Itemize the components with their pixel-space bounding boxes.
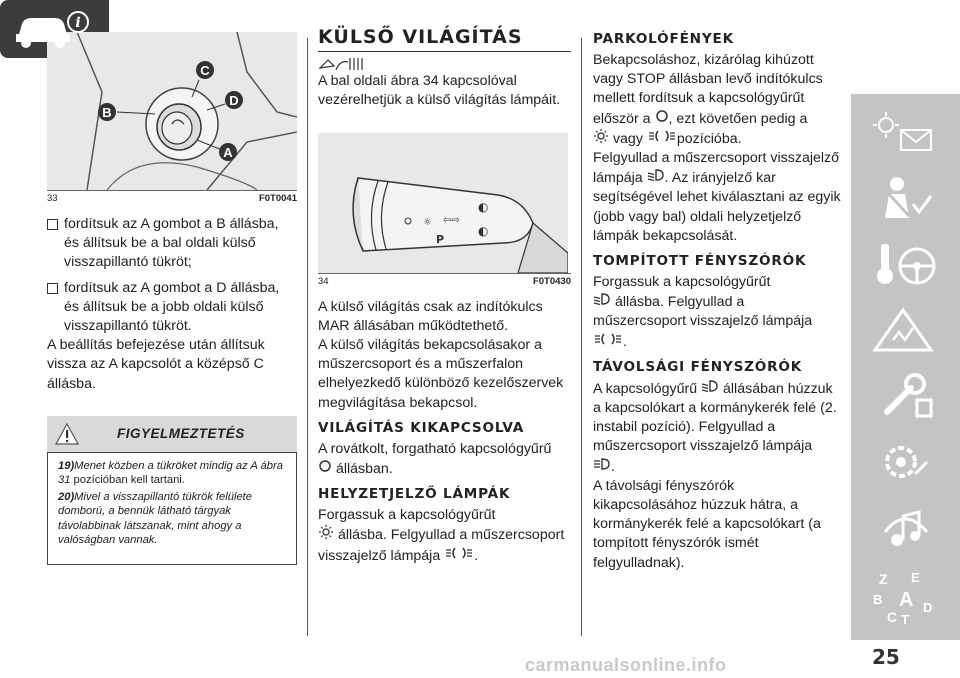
svg-text:P: P bbox=[436, 232, 445, 246]
side-tab-index[interactable] bbox=[851, 562, 960, 632]
side-tab-emergency[interactable] bbox=[851, 298, 960, 362]
figure-label-c: C bbox=[200, 63, 210, 78]
figure-number: 33 bbox=[47, 193, 58, 204]
warning-lights-icon bbox=[871, 110, 941, 161]
warning-box bbox=[47, 452, 297, 565]
index-letter: B bbox=[873, 592, 883, 607]
text-span: Forgassuk a kapcsológyűrűt bbox=[593, 274, 771, 291]
paragraph bbox=[593, 273, 841, 352]
music-icon bbox=[875, 502, 935, 557]
side-tab-starting-driving[interactable] bbox=[851, 232, 960, 296]
figure-label-a: A bbox=[223, 145, 233, 160]
position-lights-warning-icon bbox=[593, 332, 623, 352]
paragraph bbox=[318, 506, 571, 566]
text-span: A rovátkolt, forgatható kapcsológyűrű bbox=[318, 440, 552, 457]
breakdown-triangle-icon bbox=[873, 306, 939, 359]
paragraph: A külső világítás bekapcsolásakor a műszercsoport és a műszerfalon elhelyezkedő különböző kezelőszervek megvilágítása bekapcsol. bbox=[318, 337, 564, 411]
subheading-position-lights: HELYZETJELZŐ LÁMPÁK bbox=[318, 486, 511, 503]
subheading-low-beam: TOMPÍTOTT FÉNYSZÓRÓK bbox=[593, 253, 807, 270]
position-lights-warning-icon bbox=[647, 129, 677, 149]
figure-number: 34 bbox=[318, 275, 329, 287]
text-span: , ezt követően pedig a bbox=[668, 110, 808, 127]
note-text: pozícióban kell tartani. bbox=[70, 474, 185, 487]
index-letter: A bbox=[899, 589, 914, 611]
paragraph bbox=[593, 51, 841, 246]
text-span: állásban. bbox=[335, 460, 393, 477]
seatbelt-person-icon bbox=[875, 174, 935, 227]
index-letter: T bbox=[901, 612, 909, 627]
warning-note bbox=[58, 490, 286, 548]
index-letter: D bbox=[923, 600, 933, 615]
position-lights-warning-icon bbox=[444, 546, 474, 566]
text-span: Felgyullad a műszercsoport visszajelző lámpája bbox=[593, 150, 840, 187]
figure-caption bbox=[318, 273, 571, 288]
note-number: 20) bbox=[58, 490, 75, 503]
text-span: . bbox=[611, 458, 615, 475]
side-tab-maintenance[interactable] bbox=[851, 364, 960, 428]
note-number: 19) bbox=[58, 459, 75, 472]
warning-triangle-icon bbox=[47, 423, 87, 445]
warning-note bbox=[58, 459, 286, 488]
svg-text:☼: ☼ bbox=[423, 216, 432, 228]
side-tab-technical-data[interactable] bbox=[851, 430, 960, 494]
watermark: carmanualsonline.info bbox=[525, 655, 727, 675]
paragraph bbox=[318, 440, 571, 479]
gear-car-icon bbox=[875, 438, 935, 491]
text-span: A távolsági fényszórók kikapcsolásához húzzuk hátra, a kormánykerék felé a kapcsolókart (a tompított fényszórók ismét felgyulladnak). bbox=[593, 477, 821, 571]
section-heading: KÜLSŐ VILÁGÍTÁS bbox=[318, 28, 571, 52]
car-info-icon bbox=[12, 8, 92, 55]
figure-code: F0T0430 bbox=[532, 275, 571, 287]
index-letter: Z bbox=[879, 571, 888, 587]
side-tab-multimedia[interactable] bbox=[851, 496, 960, 560]
index-letter: C bbox=[887, 609, 898, 625]
bullet-text: fordítsuk az A gombot a D állásba, és állítsuk be a jobb oldali külső visszapillantó tükröt. bbox=[64, 279, 280, 335]
subheading-high-beam: TÁVOLSÁGI FÉNYSZÓRÓK bbox=[593, 358, 803, 375]
figure-mirror-control bbox=[47, 32, 297, 190]
text-span: pozícióba. bbox=[676, 130, 742, 147]
figure-label-b: B bbox=[102, 105, 112, 120]
text-span: . bbox=[623, 333, 627, 350]
note-text: Menet közben a tükröket mindig az A ábra 31 bbox=[58, 459, 283, 487]
sidelight-icon bbox=[318, 525, 334, 545]
light-switch-icon bbox=[318, 56, 571, 72]
text-span: állásba. Felgyullad a műszercsoport visszajelző lámpája bbox=[318, 527, 565, 564]
off-position-icon bbox=[655, 109, 669, 129]
mirror-control-illustration bbox=[47, 32, 297, 190]
svg-text:◐: ◐ bbox=[478, 223, 489, 238]
text-span: . bbox=[474, 547, 479, 564]
paragraph: A külső világítás csak az indítókulcs MAR állásában működtethető. bbox=[318, 298, 543, 334]
text-span: állásában húzzuk a kapcsolókart a kormánykerék felé (2. instabil pozíció). Felgyullad a műszercsoport visszajelző lámpája bbox=[593, 380, 837, 455]
paragraph: A beállítás befejezése után állítsuk vissza az A kapcsolót a középső C állásba. bbox=[47, 337, 265, 392]
index-letter: E bbox=[911, 570, 920, 585]
checkbox-bullet-icon bbox=[47, 283, 58, 294]
high-beam-icon bbox=[593, 457, 611, 477]
warning-header bbox=[47, 416, 297, 452]
low-beam-icon bbox=[647, 168, 665, 188]
column-divider bbox=[581, 38, 582, 636]
figure-caption bbox=[47, 190, 297, 205]
checkbox-bullet-icon bbox=[47, 219, 58, 230]
column-left bbox=[47, 0, 297, 565]
figure-light-switch bbox=[318, 133, 568, 273]
column-right bbox=[593, 0, 841, 573]
column-middle bbox=[318, 0, 571, 566]
text-span: Forgassuk a kapcsológyűrűt bbox=[318, 507, 496, 524]
paragraph bbox=[593, 379, 841, 573]
figure-code: F0T0041 bbox=[258, 193, 297, 204]
subheading-parking-lights: PARKOLÓFÉNYEK bbox=[593, 31, 734, 47]
key-wheel-icon bbox=[871, 240, 941, 293]
side-tab-warning-lights[interactable] bbox=[851, 100, 960, 164]
sidelight-icon bbox=[593, 129, 609, 149]
figure-label-d: D bbox=[229, 93, 239, 108]
svg-text:i: i bbox=[75, 15, 81, 31]
column-divider bbox=[307, 38, 308, 636]
paragraph: A bal oldali ábra 34 kapcsolóval vezérelhetjük a külső világítás lámpáit. bbox=[318, 73, 561, 109]
off-position-icon bbox=[318, 459, 332, 479]
low-beam-icon bbox=[593, 292, 611, 312]
wrench-icon bbox=[875, 372, 935, 425]
warning-title: FIGYELMEZTETÉS bbox=[117, 426, 245, 442]
svg-text:⇦⇨: ⇦⇨ bbox=[443, 214, 460, 226]
bullet-item bbox=[47, 215, 297, 273]
text-span: állásba. Felgyullad a műszercsoport visszajelző lámpája bbox=[593, 294, 813, 330]
text-span: vagy bbox=[612, 130, 643, 147]
low-beam-icon bbox=[701, 379, 719, 399]
side-tab-safety[interactable] bbox=[851, 166, 960, 230]
index-letters-icon bbox=[851, 562, 960, 632]
light-stalk-illustration bbox=[318, 133, 568, 273]
bullet-item bbox=[47, 279, 297, 337]
text-span: Bekapcsoláshoz, kizárólag kihúzott vagy STOP állásban levő indítókulcs mellett fordítsuk a kapcsológyűrűt először a bbox=[593, 52, 823, 127]
bullet-text: fordítsuk az A gombot a B állásba, és állítsuk be a bal oldali külső visszapillantó tükröt; bbox=[64, 216, 279, 271]
text-span: A kapcsológyűrű bbox=[593, 380, 698, 397]
subheading-lights-off: VILÁGÍTÁS KIKAPCSOLVA bbox=[318, 419, 525, 436]
page-number: 25 bbox=[872, 645, 900, 669]
text-span: . Az irányjelző kar segítségével lehet kiválasztani az egyik (jobb vagy bal) oldali helyzetjelző lámpák bekapcsolását. bbox=[593, 170, 841, 244]
note-text: Mivel a visszapillantó tükrök felülete domború, a bennük látható tárgyak távolabbinak látszanak, mint ahogy a valóságban vannak. bbox=[58, 490, 253, 547]
svg-text:◐: ◐ bbox=[478, 199, 489, 214]
